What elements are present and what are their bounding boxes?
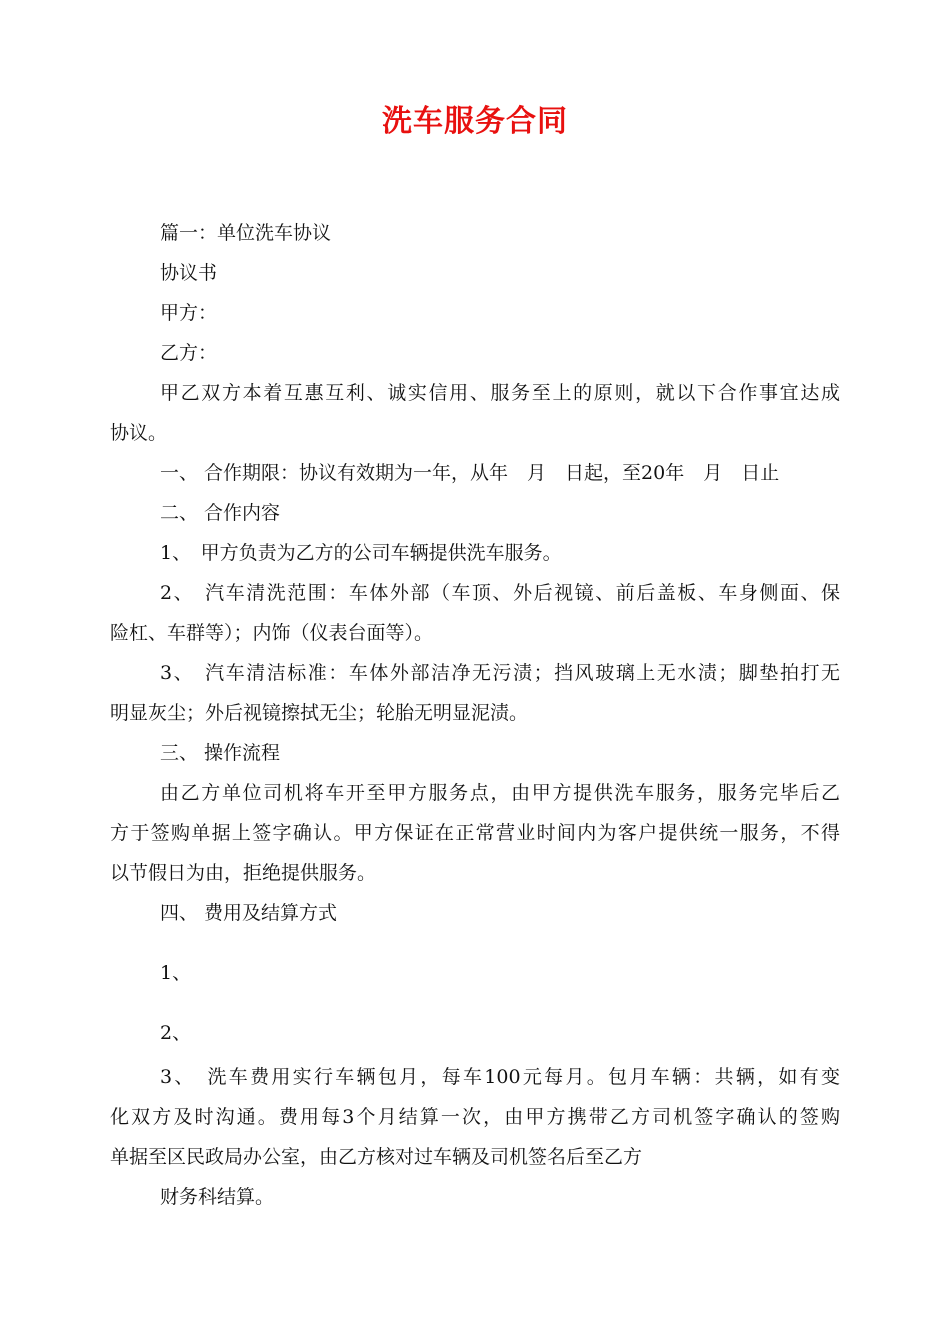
clause-4-3-line-3: 单据至区民政局办公室，由乙方核对过车辆及司机签名后至乙方 [110, 1146, 643, 1168]
clause-2-2-line-1: 2、 汽车清洗范围：车体外部（车顶、外后视镜、前后盖板、车身侧面、保 [160, 582, 840, 604]
clause-4-1: 1、 [160, 962, 192, 984]
section-2-heading: 二、 合作内容 [160, 502, 281, 524]
section-4-heading: 四、 费用及结算方式 [160, 902, 338, 924]
clause-2-3-line-1: 3、 汽车清洁标准：车体外部洁净无污渍；挡风玻璃上无水渍；脚垫拍打无 [160, 662, 840, 684]
section-3-text-line-3: 以节假日为由，拒绝提供服务。 [110, 862, 377, 884]
section-1-term: 一、 合作期限：协议有效期为一年，从年 月 日起，至20年 月 日止 [160, 462, 780, 484]
section-3-heading: 三、 操作流程 [160, 742, 281, 764]
preamble-line-1: 甲乙双方本着互惠互利、诚实信用、服务至上的原则，就以下合作事宜达成 [160, 382, 840, 404]
section-3-text-line-1: 由乙方单位司机将车开至甲方服务点，由甲方提供洗车服务，服务完毕后乙 [160, 782, 840, 804]
agreement-label: 协议书 [160, 262, 218, 284]
clause-4-3-line-2: 化双方及时沟通。费用每3个月结算一次，由甲方携带乙方司机签字确认的签购 [110, 1106, 840, 1128]
clause-2-3-line-2: 明显灰尘；外后视镜擦拭无尘；轮胎无明显泥渍。 [110, 702, 529, 724]
chapter-heading: 篇一：单位洗车协议 [160, 222, 332, 244]
section-3-text-line-2: 方于签购单据上签字确认。甲方保证在正常营业时间内为客户提供统一服务，不得 [110, 822, 840, 844]
clause-4-2: 2、 [160, 1022, 192, 1044]
clause-2-1: 1、 甲方负责为乙方的公司车辆提供洗车服务。 [160, 542, 562, 564]
document-title: 洗车服务合同 [382, 104, 568, 139]
clause-4-3-line-1: 3、 洗车费用实行车辆包月，每车100元每月。包月车辆：共辆，如有变 [160, 1066, 840, 1088]
clause-2-2-line-2: 险杠、车群等）；内饰（仪表台面等）。 [110, 622, 434, 644]
party-a: 甲方： [160, 302, 218, 324]
party-b: 乙方： [160, 342, 218, 364]
clause-4-3-line-4: 财务科结算。 [160, 1186, 275, 1208]
preamble-line-2: 协议。 [110, 422, 168, 444]
